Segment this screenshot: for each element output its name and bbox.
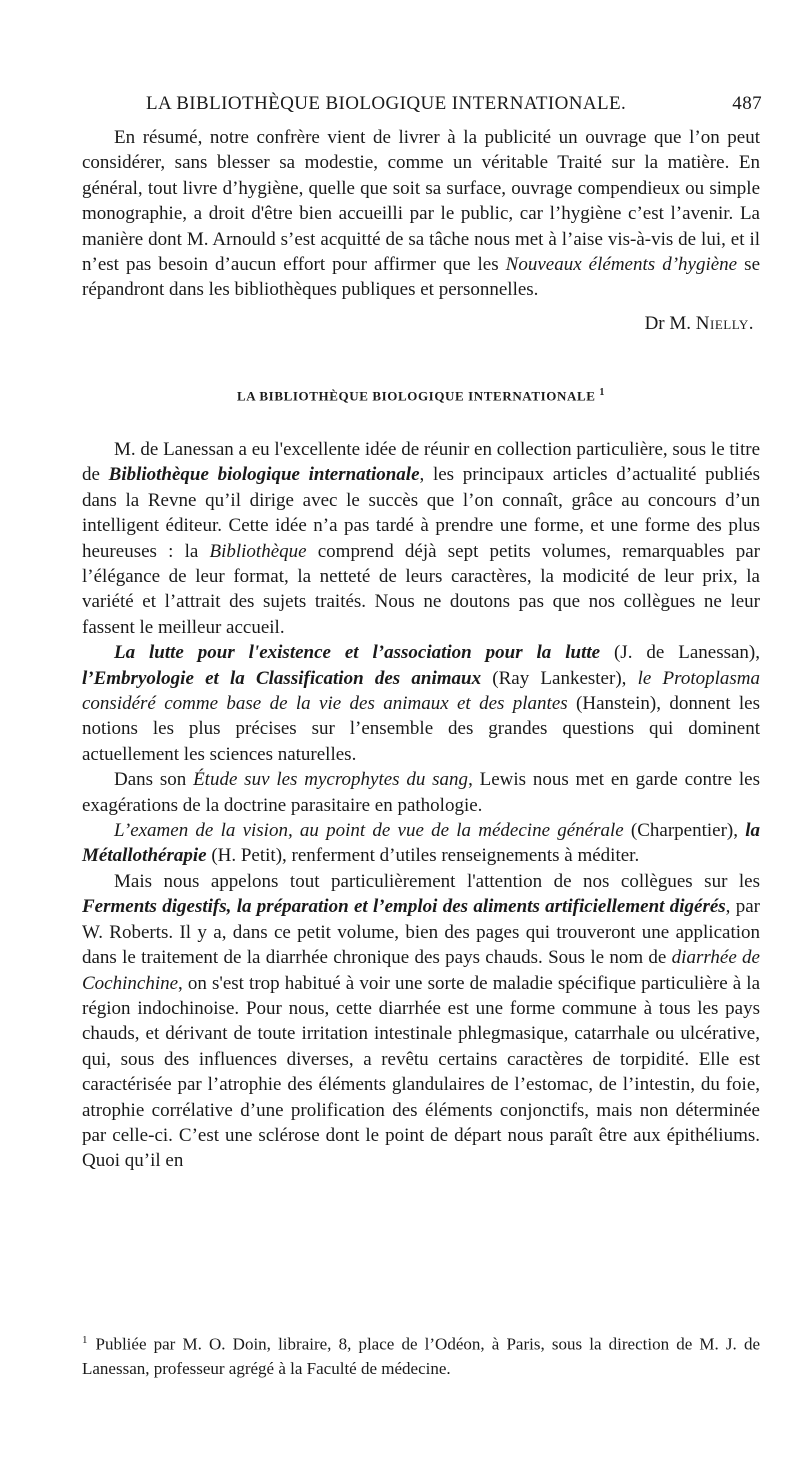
- paragraph-review-conclusion: En résumé, notre confrère vient de livrer à la publicité un ouvrage que l’on peut considérer, sans blesser sa modestie, comme un véritable Traité sur la matière. En général, tout livre d’hygiène, quelle que soit sa surface, ouvrage compendieux ou simple monographie, a droit d'être bien accueilli par le public, car l’hygiène c’est l’avenir. La manière dont M. Arnould s’est acquitté de sa tâche nous met à l’aise vis-à-vis de lui, et il n’est pas besoin d’aucun effort pour affirmer que les Nouveaux éléments d’hygiène se répandront dans les bibliothèques publiques et personnelles.: [82, 127, 761, 301]
- body-text: [82, 125, 760, 1174]
- paragraph-collection: M. de Lanessan a eu l'excellente idée de réunir en collection particulière, sous le titre de Bibliothèque biologique internationale, les principaux articles d’actualité publiés dans la Revne qu’il dirige avec le succès que l’on connaît, grâce au concours d’un intelligent éditeur. Cette idée n’a pas tardé à prendre une forme, et une forme des plus heureuses : la Bibliothèque comprend déjà sept petits volumes, remarquables par l’élégance de leur format, la netteté de leurs caractères, la modicité de leur prix, la variété et l’attrait des sujets traités. Nous ne doutons pas que nos collègues ne leur fassent le meilleur accueil.: [82, 438, 761, 638]
- footnote-ref: 1: [599, 387, 605, 399]
- footnote-mark: 1: [82, 1334, 88, 1346]
- signature: Dr M. Nielly.: [644, 312, 754, 334]
- author-name: Nielly.: [695, 312, 754, 334]
- running-head-title: LA BIBLIOTHÈQUE BIOLOGIQUE INTERNATIONALE.: [146, 93, 627, 114]
- footnote-text: Publiée par M. O. Doin, libraire, 8, place de l’Odéon, à Paris, sous la direction de M. J. de Lanessan, professeur agrégé à la Faculté de médecine.: [82, 1334, 760, 1378]
- book-title: Nouveaux éléments d’hygiène: [505, 254, 738, 276]
- paragraph-vision: L’examen de la vision, au point de vue de la médecine générale (Charpentier), la Métallothérapie (H. Petit), renferment d’utiles renseignements à méditer.: [82, 820, 760, 867]
- paragraph-lewis: Dans son Étude suv les mycrophytes du sang, Lewis nous met en garde contre les exagérations de la doctrine parasitaire en pathologie.: [82, 769, 760, 816]
- paragraph-ferments: Mais nous appelons tout particulièrement l'attention de nos collègues sur les Ferments digestifs, la préparation et l’emploi des aliments artificiellement digérés, par W. Roberts. Il y a, dans ce petit volume, bien des pages qui trouveront une application dans le traitement de la diarrhée chronique des pays chauds. Sous le nom de diarrhée de Cochinchine, on s'est trop habitué à voir une sorte de maladie spécifique particulière à la région indochinoise. Pour nous, cette diarrhée est une forme commune à tous les pays chauds, et dérivant de toute irritation intestinale phlegmasique, catarrhale ou ulcérative, qui, sous des influences diverses, a revêtu certains caractères de torpidité. Elle est caractérisée par l’atrophie des éléments glandulaires de l’estomac, de l’intestin, du foie, atrophie corrélative d’une prolification des éléments conjonctifs, mais non déterminée par celle-ci. C’est une sclérose dont le point de départ nous paraît être aux épithéliums. Quoi qu’il en: [82, 870, 760, 1172]
- page-number: 487: [732, 93, 762, 114]
- paragraph-natural-sciences: La lutte pour l'existence et l’association pour la lutte (J. de Lanessan), l’Embryologie et la Classification des animaux (Ray Lankester), le Protoplasma considéré comme base de la vie des animaux et des plantes (Hanstein), donnent les notions les plus précises sur l’ensemble des grandes questions qui dominent actuellement les sciences naturelles.: [82, 642, 760, 765]
- series-title: Bibliothèque biologique internationale: [108, 464, 420, 486]
- footnote: [82, 1328, 760, 1381]
- section-title: LA BIBLIOTHÈQUE BIOLOGIQUE INTERNATIONALE $^1$: [237, 387, 605, 404]
